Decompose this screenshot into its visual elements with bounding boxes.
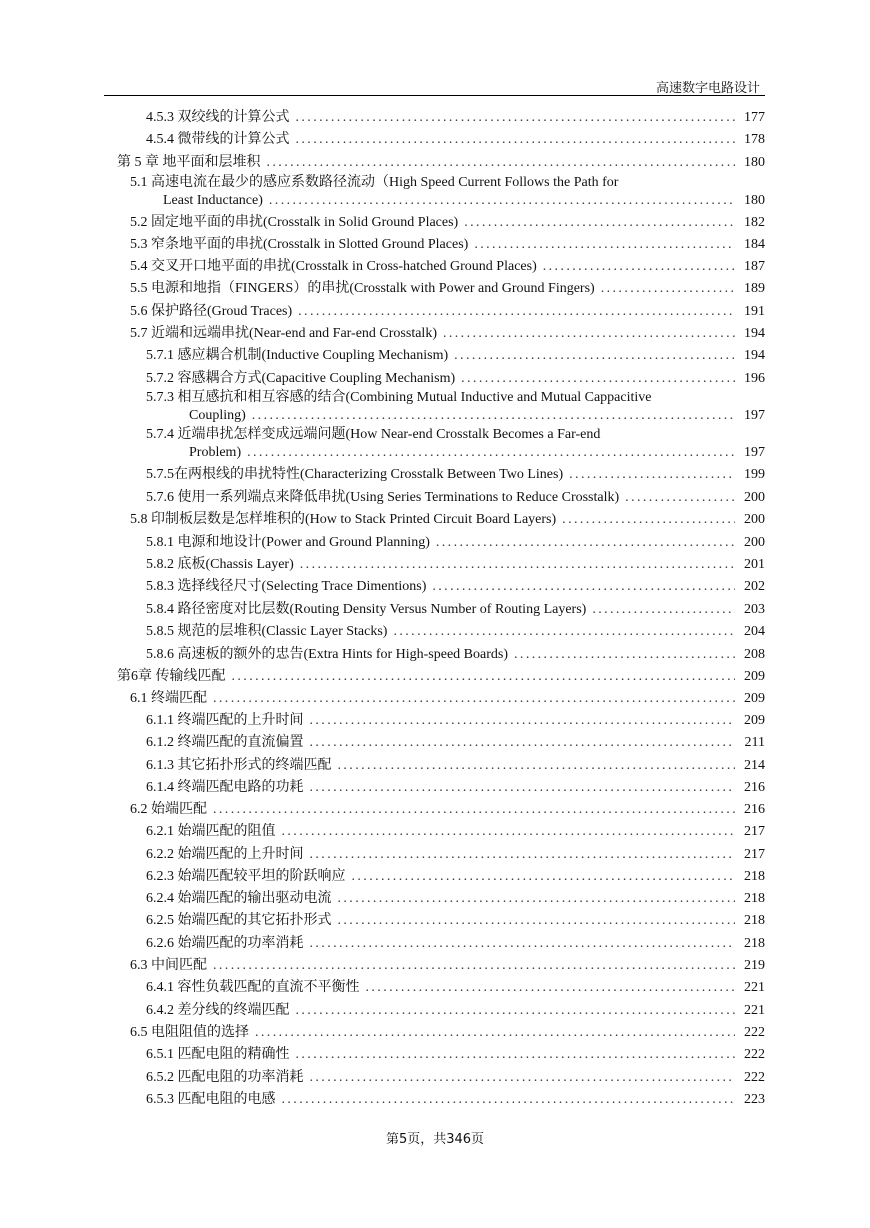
toc-entry[interactable] [146, 890, 765, 908]
toc-entry-title: 6.1 终端匹配 [130, 691, 207, 706]
toc-entry-title: 6.5.3 匹配电阻的电感 [146, 1092, 276, 1107]
toc-entry[interactable] [146, 823, 765, 841]
toc-leader-dots [296, 109, 736, 127]
toc-leader-dots [296, 1002, 736, 1020]
toc-leader-dots [543, 258, 735, 276]
toc-entry-title: 6.4.2 差分线的终端匹配 [146, 1003, 290, 1018]
toc-page-number: 194 [744, 348, 765, 363]
toc-page-number: 221 [744, 980, 765, 995]
toc-entry[interactable] [117, 154, 765, 172]
toc-page-number: 191 [744, 304, 765, 319]
toc-page-number: 223 [744, 1092, 765, 1107]
toc-leader-dots [300, 556, 735, 574]
toc-entry[interactable] [146, 846, 765, 864]
toc-leader-dots [366, 979, 736, 997]
toc-entry-title: 5.7.2 容感耦合方式(Capacitive Coupling Mechanism) [146, 371, 456, 386]
toc-entry-title: 5.6 保护路径(Groud Traces) [130, 304, 293, 319]
toc-entry-title: 6.1.1 终端匹配的上升时间 [146, 713, 304, 728]
toc-page-number: 194 [744, 326, 765, 341]
toc-entry[interactable] [130, 236, 765, 254]
toc-page-number: 197 [744, 408, 765, 423]
toc-entry[interactable] [163, 192, 765, 210]
toc-leader-dots [296, 131, 736, 149]
toc-entry[interactable] [130, 511, 765, 529]
toc-entry[interactable] [146, 370, 765, 388]
toc-entry[interactable]: 5.1 高速电流在最少的感应系数路径流动（High Speed Current Follows the Path for [130, 175, 619, 190]
toc-entry-title: 5.8.6 高速板的额外的忠告(Extra Hints for High-speed Boards) [146, 647, 509, 662]
toc-entry[interactable] [130, 325, 765, 343]
toc-leader-dots [443, 325, 735, 343]
toc-entry[interactable] [146, 757, 765, 775]
toc-page-number: 211 [744, 735, 765, 750]
toc-leader-dots [454, 347, 735, 365]
toc-leader-dots [592, 601, 735, 619]
toc-entry[interactable] [146, 1046, 765, 1064]
toc-entry[interactable] [146, 912, 765, 930]
toc-entry-title: 5.8.4 路径密度对比层数(Routing Density Versus Number of Routing Layers) [146, 602, 587, 617]
toc-leader-dots [562, 511, 735, 529]
toc-page-number: 222 [744, 1070, 765, 1085]
toc-page-number: 180 [744, 155, 765, 170]
toc-leader-dots [338, 757, 736, 775]
toc-entry[interactable] [146, 712, 765, 730]
toc-entry[interactable] [146, 1002, 765, 1020]
toc-page-number: 218 [744, 936, 765, 951]
toc-page-number: 214 [744, 758, 765, 773]
toc-entry-title: 5.8.5 规范的层堆积(Classic Layer Stacks) [146, 624, 388, 639]
toc-leader-dots [432, 578, 735, 596]
toc-entry-title: 6.5 电阻阻值的选择 [130, 1025, 249, 1040]
toc-entry-title: 6.1.2 终端匹配的直流偏置 [146, 735, 304, 750]
toc-page-number: 209 [744, 691, 765, 706]
toc-entry[interactable]: 5.7.3 相互感抗和相互容感的结合(Combining Mutual Inductive and Mutual Cappacitive [146, 390, 652, 405]
toc-entry-title: 5.4 交叉开口地平面的串扰(Crosstalk in Cross-hatched Ground Places) [130, 259, 537, 274]
toc-page-number: 202 [744, 579, 765, 594]
toc-entry-title: 6.2.2 始端匹配的上升时间 [146, 847, 304, 862]
toc-leader-dots [461, 370, 735, 388]
toc-leader-dots [282, 1091, 736, 1109]
page-footer: 第5页，共346页 [385, 1132, 485, 1147]
toc-entry[interactable] [146, 979, 765, 997]
toc-page-number: 184 [744, 237, 765, 252]
toc-entry[interactable] [130, 1024, 765, 1042]
toc-page-number: 217 [744, 847, 765, 862]
toc-leader-dots [352, 868, 736, 886]
toc-entry-title: 6.1.3 其它拓扑形式的终端匹配 [146, 758, 332, 773]
toc-leader-dots [213, 690, 735, 708]
toc-entry[interactable] [146, 131, 765, 149]
toc-page-number: 200 [744, 512, 765, 527]
toc-page-number: 199 [744, 467, 765, 482]
toc-entry-title: 5.8.2 底板(Chassis Layer) [146, 557, 294, 572]
toc-page-number: 222 [744, 1025, 765, 1040]
toc-leader-dots [310, 712, 736, 730]
toc-page-number: 218 [744, 869, 765, 884]
toc-page-number: 216 [744, 780, 765, 795]
toc-entry-title: 5.5 电源和地指（FINGERS）的串扰(Crosstalk with Power and Ground Fingers) [130, 281, 595, 296]
toc-entry[interactable] [146, 646, 765, 664]
toc-leader-dots [393, 623, 735, 641]
toc-entry-title: 6.3 中间匹配 [130, 958, 207, 973]
toc-entry[interactable] [146, 466, 765, 484]
toc-leader-dots [298, 303, 735, 321]
toc-page-number: 187 [744, 259, 765, 274]
toc-leader-dots [310, 734, 736, 752]
toc-entry-title: Least Inductance) [163, 193, 263, 208]
toc-entry-title: 5.8.3 选择线径尺寸(Selecting Trace Dimentions) [146, 579, 427, 594]
toc-page-number: 201 [744, 557, 765, 572]
toc-entry-title: 6.5.1 匹配电阻的精确性 [146, 1047, 290, 1062]
toc-entry[interactable] [117, 668, 765, 686]
toc-page-number: 222 [744, 1047, 765, 1062]
toc-entry[interactable]: 5.7.4 近端串扰怎样变成远端问题(How Near-end Crosstalk Becomes a Far-end [146, 427, 601, 442]
toc-entry[interactable] [130, 258, 765, 276]
toc-entry-title: 5.8 印制板层数是怎样堆积的(How to Stack Printed Circuit Board Layers) [130, 512, 557, 527]
toc-leader-dots [267, 154, 736, 172]
toc-entry-title: 6.4.1 容性负载匹配的直流不平衡性 [146, 980, 360, 995]
toc-entry[interactable] [146, 1069, 765, 1087]
toc-entry-title: 6.2.6 始端匹配的功率消耗 [146, 936, 304, 951]
toc-entry-title: 第6章 传输线匹配 [117, 669, 226, 684]
toc-entry[interactable] [146, 601, 765, 619]
toc-entry[interactable] [130, 303, 765, 321]
toc-page-number: 216 [744, 802, 765, 817]
toc-page-number: 218 [744, 891, 765, 906]
toc-entry-title: 6.2.4 始端匹配的输出驱动电流 [146, 891, 332, 906]
toc-leader-dots [601, 280, 735, 298]
toc-page-number: 180 [744, 193, 765, 208]
toc-leader-dots [310, 846, 736, 864]
toc-entry[interactable] [146, 868, 765, 886]
toc-page-number: 177 [744, 110, 765, 125]
toc-entry-title: 5.2 固定地平面的串扰(Crosstalk in Solid Ground Places) [130, 215, 459, 230]
toc-leader-dots [310, 935, 736, 953]
toc-page-number: 178 [744, 132, 765, 147]
toc-leader-dots [310, 779, 736, 797]
toc-leader-dots [269, 192, 735, 210]
toc-entry[interactable] [189, 444, 765, 462]
toc-leader-dots [436, 534, 735, 552]
toc-leader-dots [296, 1046, 736, 1064]
toc-entry[interactable] [130, 690, 765, 708]
toc-page-number: 219 [744, 958, 765, 973]
toc-entry-title: Coupling) [189, 408, 246, 423]
toc-entry-title: 6.2.5 始端匹配的其它拓扑形式 [146, 913, 332, 928]
toc-entry-title: 5.3 窄条地平面的串扰(Crosstalk in Slotted Ground Places) [130, 237, 469, 252]
toc-entry-title: 6.2.1 始端匹配的阻值 [146, 824, 276, 839]
toc-leader-dots [252, 407, 735, 425]
toc-entry[interactable] [130, 801, 765, 819]
toc-page-number: 196 [744, 371, 765, 386]
toc-page-number: 189 [744, 281, 765, 296]
toc-entry[interactable] [146, 623, 765, 641]
toc-entry[interactable] [130, 280, 765, 298]
toc-entry-title: 5.8.1 电源和地设计(Power and Ground Planning) [146, 535, 430, 550]
toc-page-number: 208 [744, 647, 765, 662]
toc-leader-dots [213, 957, 735, 975]
toc-leader-dots [213, 801, 735, 819]
toc-leader-dots [247, 444, 735, 462]
toc-page-number: 221 [744, 1003, 765, 1018]
toc-entry-title: Problem) [189, 445, 242, 460]
toc-entry-title: 6.1.4 终端匹配电路的功耗 [146, 780, 304, 795]
toc-entry-title: 5.7.1 感应耦合机制(Inductive Coupling Mechanism) [146, 348, 449, 363]
toc-entry[interactable] [146, 556, 765, 574]
toc-leader-dots [569, 466, 735, 484]
toc-entry-title: 6.2.3 始端匹配较平坦的阶跃响应 [146, 869, 346, 884]
toc-entry-title: 5.7.5在两根线的串扰特性(Characterizing Crosstalk Between Two Lines) [146, 467, 564, 482]
toc-entry[interactable] [146, 109, 765, 127]
toc-page-number: 200 [744, 535, 765, 550]
toc-entry-title: 4.5.4 微带线的计算公式 [146, 132, 290, 147]
toc-entry-title: 第 5 章 地平面和层堆积 [117, 155, 261, 170]
toc-entry[interactable] [146, 534, 765, 552]
toc-page-number: 197 [744, 445, 765, 460]
toc-entry-title: 4.5.3 双绞线的计算公式 [146, 110, 290, 125]
toc-page-number: 204 [744, 624, 765, 639]
toc-entry[interactable] [146, 489, 765, 507]
toc-leader-dots [232, 668, 736, 686]
toc-leader-dots [464, 214, 735, 232]
toc-entry[interactable] [130, 214, 765, 232]
toc-page-number: 200 [744, 490, 765, 505]
toc-entry[interactable] [130, 957, 765, 975]
toc-leader-dots [514, 646, 735, 664]
toc-entry-title: 5.7 近端和远端串扰(Near-end and Far-end Crosstalk) [130, 326, 437, 341]
toc-entry[interactable] [146, 734, 765, 752]
toc-entry[interactable] [146, 779, 765, 797]
toc-page-number: 182 [744, 215, 765, 230]
toc-entry[interactable] [146, 578, 765, 596]
toc-entry-title: 6.5.2 匹配电阻的功率消耗 [146, 1070, 304, 1085]
toc-entry-title: 6.2 始端匹配 [130, 802, 207, 817]
toc-leader-dots [310, 1069, 736, 1087]
toc-entry[interactable] [189, 407, 765, 425]
toc-page-number: 209 [744, 713, 765, 728]
toc-entry[interactable] [146, 347, 765, 365]
toc-leader-dots [474, 236, 735, 254]
toc-page-number: 217 [744, 824, 765, 839]
toc-leader-dots [625, 489, 735, 507]
toc-page-number: 203 [744, 602, 765, 617]
toc-entry-title: 5.7.6 使用一系列端点来降低串扰(Using Series Terminations to Reduce Crosstalk) [146, 490, 620, 505]
toc-entry[interactable] [146, 935, 765, 953]
toc-leader-dots [282, 823, 736, 841]
toc-page-number: 218 [744, 913, 765, 928]
running-header: 高速数字电路设计 [655, 81, 760, 96]
toc-leader-dots [338, 890, 736, 908]
toc-leader-dots [338, 912, 736, 930]
toc-leader-dots [255, 1024, 735, 1042]
toc-entry[interactable] [146, 1091, 765, 1109]
toc-page-number: 209 [744, 669, 765, 684]
